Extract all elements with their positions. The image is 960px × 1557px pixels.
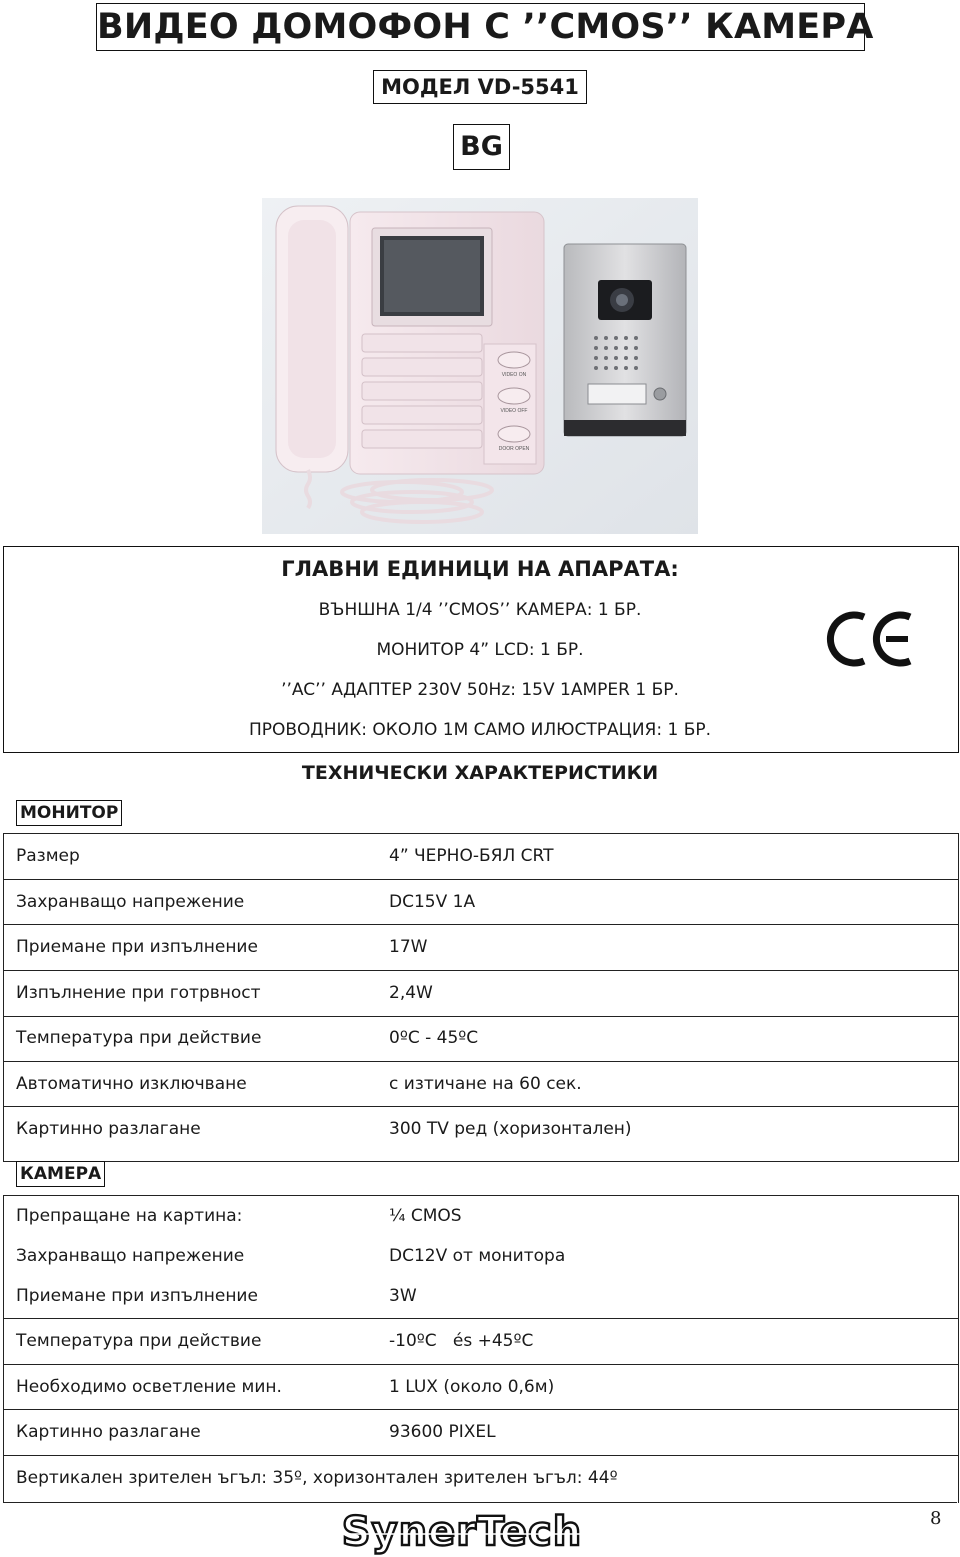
document-title: ВИДЕО ДОМОФОН С ’’CMOS’’ КАМЕРА [96, 3, 865, 51]
row-divider [3, 924, 959, 925]
row-divider [3, 970, 959, 971]
model-title: МОДЕЛ VD-5541 [373, 70, 587, 104]
spec-key: Необходимо осветление мин. [16, 1377, 282, 1397]
spec-value: 17W [389, 937, 428, 957]
camera-section-label: КАМЕРА [16, 1161, 105, 1187]
spec-value: 1 LUX (около 0,6м) [389, 1377, 555, 1397]
spec-key: Картинно разлагане [16, 1119, 201, 1139]
spec-key: Автоматично изключване [16, 1074, 247, 1094]
language-badge: BG [453, 124, 510, 170]
units-line-camera: ВЪНШНА 1/4 ’’CMOS’’ КАМЕРА: 1 БР. [318, 600, 642, 620]
spec-value: 300 TV ред (хоризонтален) [389, 1119, 632, 1139]
spec-key: Изпълнение при готрвност [16, 983, 261, 1003]
spec-key: Приемане при изпълнение [16, 1286, 258, 1306]
viewing-angle-note: Вертикален зрителен ъгъл: 35º, хоризонтален зрителен ъгъл: 44º [16, 1468, 618, 1488]
video-off-label: VIDEO OFF [500, 408, 528, 414]
row-divider [3, 1106, 959, 1107]
row-divider [3, 879, 959, 880]
row-divider [3, 1016, 959, 1017]
spec-key: Картинно разлагане [16, 1422, 201, 1442]
units-title: ГЛАВНИ ЕДИНИЦИ НА АПАРАТА: [281, 557, 679, 581]
spec-key: Захранващо напрежение [16, 1246, 245, 1266]
monitor-section-label: МОНИТОР [16, 800, 122, 826]
spec-value: ¼ CMOS [389, 1206, 462, 1226]
svg-text:SynerTech: SynerTech [341, 1509, 583, 1555]
spec-key: Температура при действие [16, 1331, 262, 1351]
units-line-monitor: МОНИТОР 4” LCD: 1 БР. [376, 640, 584, 660]
units-line-cable: ПРОВОДНИК: ОКОЛО 1M САМО ИЛЮСТРАЦИЯ: 1 БР. [248, 720, 712, 740]
units-line-adapter: ’’AC’’ АДАПТЕР 230V 50Hz: 15V 1AMPER 1 БР. [281, 680, 679, 700]
row-divider [3, 1318, 959, 1319]
spec-key: Размер [16, 846, 80, 866]
row-divider [3, 1455, 959, 1456]
table-bottom-border [3, 1502, 957, 1503]
spec-key: Приемане при изпълнение [16, 937, 258, 957]
spec-value: 4” ЧЕРНО-БЯЛ CRT [389, 846, 554, 866]
spec-value: -10ºC és +45ºC [389, 1331, 534, 1351]
page-number: 8 [930, 1508, 942, 1529]
spec-value: DC12V от монитора [389, 1246, 566, 1266]
row-divider [3, 1061, 959, 1062]
specs-title: ТЕХНИЧЕСКИ ХАРАКТЕРИСТИКИ [301, 762, 659, 784]
product-photo [262, 198, 698, 534]
spec-key: Препращане на картина: [16, 1206, 243, 1226]
row-divider [3, 1364, 959, 1365]
row-divider [3, 1409, 959, 1410]
spec-key: Захранващо напрежение [16, 892, 245, 912]
synertech-logo [316, 1504, 608, 1556]
spec-key: Температура при действие [16, 1028, 262, 1048]
spec-value: DC15V 1A [389, 892, 476, 912]
spec-value: 93600 PIXEL [389, 1422, 496, 1442]
door-open-label: DOOR OPEN [498, 446, 530, 452]
video-on-label: VIDEO ON [501, 372, 527, 378]
ce-mark-icon [824, 607, 914, 671]
spec-value: с изтичане на 60 сек. [389, 1074, 582, 1094]
spec-value: 3W [389, 1286, 417, 1306]
spec-value: 2,4W [389, 983, 433, 1003]
spec-value: 0ºC - 45ºC [389, 1028, 479, 1048]
